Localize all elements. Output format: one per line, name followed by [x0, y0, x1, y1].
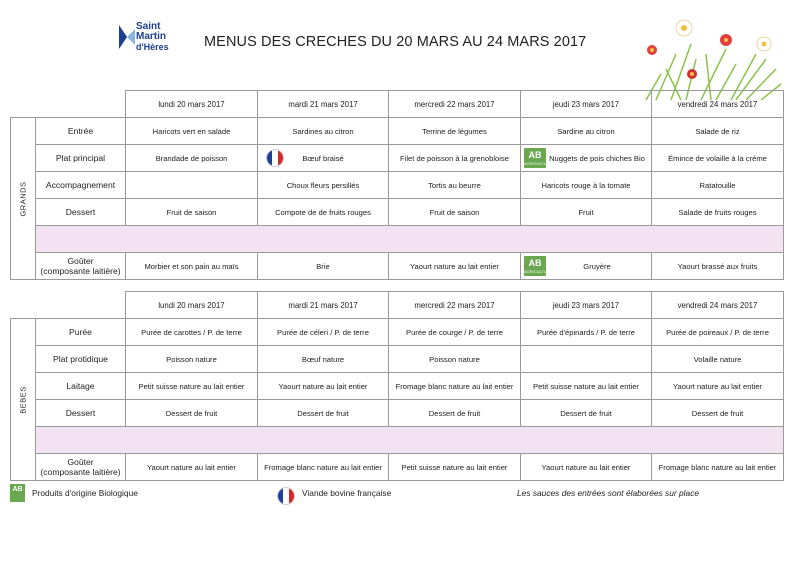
legend-note: Les sauces des entrées sont élaborées sur place: [517, 488, 700, 498]
menu-cell: Haricots rouge à la tomate: [521, 172, 652, 199]
france-flag-icon: [277, 487, 295, 505]
day-header: lundi 20 mars 2017: [126, 292, 258, 319]
day-header: jeudi 23 mars 2017: [521, 91, 652, 118]
menu-cell: Yaourt brassé aux fruits: [652, 253, 784, 280]
menu-cell: Petit suisse nature au lait entier: [521, 373, 652, 400]
menu-cell: Yaourt nature au lait entier: [258, 373, 389, 400]
menu-cell: Dessert de fruit: [126, 400, 258, 427]
menu-cell: Choux fleurs persillés: [258, 172, 389, 199]
day-header: mardi 21 mars 2017: [258, 91, 389, 118]
menu-cell: Purée de courge / P. de terre: [389, 319, 521, 346]
daisy-icon: [757, 37, 771, 51]
menu-cell-with-flag: [258, 145, 389, 172]
menu-cell: Volaille nature: [652, 346, 784, 373]
menu-cell: Tortis au beurre: [389, 172, 521, 199]
menu-cell: Salade de fruits rouges: [652, 199, 784, 226]
grands-menu-table: [10, 90, 784, 280]
flowers-illustration: [636, 14, 786, 100]
row-label-gouter: Goûter (composante laitière): [36, 454, 126, 481]
day-header: lundi 20 mars 2017: [126, 91, 258, 118]
menu-cell: Purée de carottes / P. de terre: [126, 319, 258, 346]
menu-cell: [521, 346, 652, 373]
daisy-icon: [647, 45, 657, 55]
row-label-gouter: Goûter (composante laitière): [36, 253, 126, 280]
menu-cell: Compote de de fruits rouges: [258, 199, 389, 226]
menu-cell: Fruit: [521, 199, 652, 226]
menu-cell: Petit suisse nature au lait entier: [126, 373, 258, 400]
page-title: MENUS DES CRECHES DU 20 MARS AU 24 MARS 2017: [204, 34, 587, 50]
bio-ab-icon: AB AGRICULTURE BIOLOGIQUE: [524, 258, 579, 274]
menu-cell: Fruit de saison: [126, 199, 258, 226]
menu-cell: Dessert de fruit: [258, 400, 389, 427]
menu-cell: Poisson nature: [126, 346, 258, 373]
menu-cell: Purée de poireaux / P. de terre: [652, 319, 784, 346]
menu-cell: Petit suisse nature au lait entier: [389, 454, 521, 481]
group-label-grands: GRANDS: [11, 118, 36, 280]
row-label-plat-principal: Plat principal: [36, 145, 126, 172]
logo-mark-icon: [118, 24, 136, 50]
legend-bio: Produits d'origine Biologique: [32, 488, 138, 498]
menu-cell: Haricots vert en salade: [126, 118, 258, 145]
separator-row: [36, 427, 784, 454]
menu-cell: Brie: [258, 253, 389, 280]
bio-ab-icon: AB AGRICULTURE BIOLOGIQUE: [524, 150, 579, 166]
menu-cell: Fromage blanc nature au lait entier: [389, 373, 521, 400]
menu-cell: Dessert de fruit: [521, 400, 652, 427]
menu-cell: Sardines au citron: [258, 118, 389, 145]
row-label-entree: Entrée: [36, 118, 126, 145]
menu-cell: Purée de céleri / P. de terre: [258, 319, 389, 346]
daisy-icon: [687, 69, 697, 79]
menu-cell: [126, 172, 258, 199]
france-flag-icon: [266, 149, 284, 167]
menu-cell: Yaourt nature au lait entier: [652, 373, 784, 400]
legend-france: Viande bovine française: [302, 488, 392, 498]
menu-cell: Dessert de fruit: [389, 400, 521, 427]
menu-cell: Ratatouille: [652, 172, 784, 199]
menu-cell: Fromage blanc nature au lait entier: [652, 454, 784, 481]
saint-martin-dheres-logo: [104, 18, 184, 68]
day-header: mercredi 22 mars 2017: [389, 91, 521, 118]
menu-cell: Purée d'épinards / P. de terre: [521, 319, 652, 346]
menu-cell: Brandade de poisson: [126, 145, 258, 172]
day-header: jeudi 23 mars 2017: [521, 292, 652, 319]
menu-cell: Bœuf nature: [258, 346, 389, 373]
bio-ab-icon: AB: [10, 484, 25, 502]
menu-cell-with-bio: [521, 145, 652, 172]
day-header: vendredi 24 mars 2017: [652, 91, 784, 118]
logo-text: Saint Martin d'Hères: [136, 21, 169, 52]
menu-cell: Sardine au citron: [521, 118, 652, 145]
menu-cell: Salade de riz: [652, 118, 784, 145]
menu-cell: Terrine de légumes: [389, 118, 521, 145]
row-label-plat-protidique: Plat protidique: [36, 346, 126, 373]
menu-cell: Morbier et son pain au maïs: [126, 253, 258, 280]
menu-cell: Filet de poisson à la grenobloise: [389, 145, 521, 172]
menu-cell: Émince de volaille à la crème: [652, 145, 784, 172]
daisy-icon: [676, 20, 692, 36]
row-label-dessert: Dessert: [36, 400, 126, 427]
group-label-bebes: BEBES: [11, 319, 36, 481]
menu-cell: Fruit de saison: [389, 199, 521, 226]
menu-cell: Fromage blanc nature au lait entier: [258, 454, 389, 481]
bebes-menu-table: [10, 291, 784, 481]
menu-cell: Yaourt nature au lait entier: [521, 454, 652, 481]
menu-cell-text: Nuggets de pois chiches Bio: [549, 153, 645, 163]
separator-row: [36, 226, 784, 253]
row-label-puree: Purée: [36, 319, 126, 346]
daisy-icon: [720, 34, 732, 46]
menu-cell-text: Bœuf braisé: [302, 153, 344, 163]
row-label-laitage: Laitage: [36, 373, 126, 400]
menu-cell: Yaourt nature au lait entier: [389, 253, 521, 280]
menu-cell: Yaourt nature au lait entier: [126, 454, 258, 481]
menu-cell: Dessert de fruit: [652, 400, 784, 427]
menu-cell: Poisson nature: [389, 346, 521, 373]
menu-cell-with-bio: [521, 253, 652, 280]
row-label-accompagnement: Accompagnement: [36, 172, 126, 199]
day-header: vendredi 24 mars 2017: [652, 292, 784, 319]
day-header: mercredi 22 mars 2017: [389, 292, 521, 319]
row-label-dessert: Dessert: [36, 199, 126, 226]
menu-cell-text: Gruyère: [583, 261, 611, 271]
day-header: mardi 21 mars 2017: [258, 292, 389, 319]
